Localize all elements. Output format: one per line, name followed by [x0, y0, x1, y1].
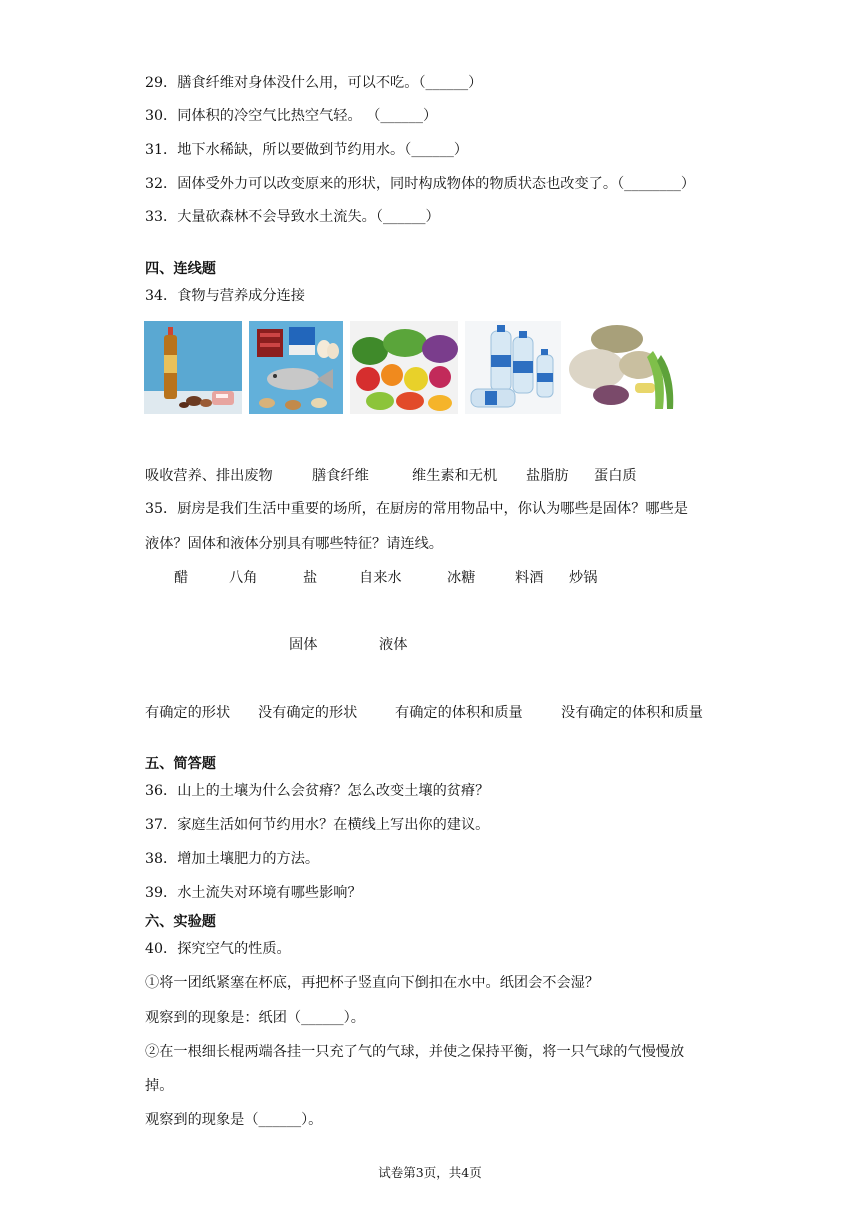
- state-label: 液体: [379, 637, 408, 653]
- question-34: 34．食物与营养成分连接: [145, 288, 305, 304]
- nutrient-label: 吸收营养、排出废物: [145, 468, 273, 484]
- question-35-cont: 液体？固体和液体分别具有哪些特征？请连线。: [145, 536, 443, 552]
- kitchen-item: 炒锅: [569, 570, 598, 586]
- question-32: 32．固体受外力可以改变原来的形状，同时构成物体的物质状态也改变了。（________）: [145, 176, 696, 192]
- experiment-step-2-cont: 掉。: [145, 1078, 174, 1094]
- water-bottles-photo: [465, 321, 561, 414]
- section-6-title: 六、实验题: [145, 914, 216, 930]
- question-33: 33．大量砍森林不会导致水土流失。（______）: [145, 209, 440, 225]
- kitchen-item: 醋: [174, 570, 189, 586]
- kitchen-item: 冰糖: [447, 570, 476, 586]
- question-38: 38．增加土壤肥力的方法。: [145, 851, 320, 867]
- nutrient-label: 盐脂肪: [526, 468, 569, 484]
- page-footer: 试卷第3页，共4页: [378, 1165, 482, 1180]
- nutrient-label: 膳食纤维: [312, 468, 369, 484]
- question-36: 36．山上的土壤为什么会贫瘠？怎么改变土壤的贫瘠？: [145, 783, 490, 799]
- fruits-vegetables-photo: [350, 321, 458, 414]
- question-37: 37．家庭生活如何节约用水？在横线上写出你的建议。: [145, 817, 490, 833]
- section-5-title: 五、简答题: [145, 756, 216, 772]
- kitchen-item: 自来水: [359, 570, 402, 586]
- question-35: 35．厨房是我们生活中重要的场所，在厨房的常用物品中，你认为哪些是固体？哪些是: [145, 501, 688, 517]
- feature-label: 有确定的体积和质量: [395, 705, 523, 721]
- observation-2: 观察到的现象是（______）。: [145, 1112, 323, 1128]
- kitchen-item: 八角: [229, 570, 258, 586]
- nutrient-label: 维生素和无机: [412, 468, 498, 484]
- feature-label: 没有确定的形状: [258, 705, 358, 721]
- question-40: 40．探究空气的性质。: [145, 941, 291, 957]
- section-4-title: 四、连线题: [145, 261, 216, 277]
- question-30: 30．同体积的冷空气比热空气轻。 （______）: [145, 108, 438, 124]
- nutrient-label: 蛋白质: [594, 468, 637, 484]
- question-39: 39．水土流失对环境有哪些影响？: [145, 885, 362, 901]
- question-29: 29．膳食纤维对身体没什么用，可以不吃。（______）: [145, 75, 483, 91]
- observation-1: 观察到的现象是：纸团（______）。: [145, 1010, 365, 1026]
- oil-and-meat-photo: [144, 321, 242, 414]
- kitchen-item: 盐: [303, 570, 318, 586]
- experiment-step-1: ①将一团纸紧塞在杯底，再把杯子竖直向下倒扣在水中。纸团会不会湿？: [145, 975, 600, 991]
- kitchen-item: 料酒: [515, 570, 544, 586]
- feature-label: 没有确定的体积和质量: [561, 705, 703, 721]
- state-label: 固体: [289, 637, 318, 653]
- experiment-step-2: ②在一根细长棍两端各挂一只充了气的气球，并使之保持平衡，将一只气球的气慢慢放: [145, 1044, 685, 1060]
- feature-label: 有确定的形状: [145, 705, 231, 721]
- grains-vegetables-photo: [567, 321, 677, 414]
- eggs-fish-beans-photo: [249, 321, 343, 414]
- question-31: 31．地下水稀缺，所以要做到节约用水。（______）: [145, 142, 469, 158]
